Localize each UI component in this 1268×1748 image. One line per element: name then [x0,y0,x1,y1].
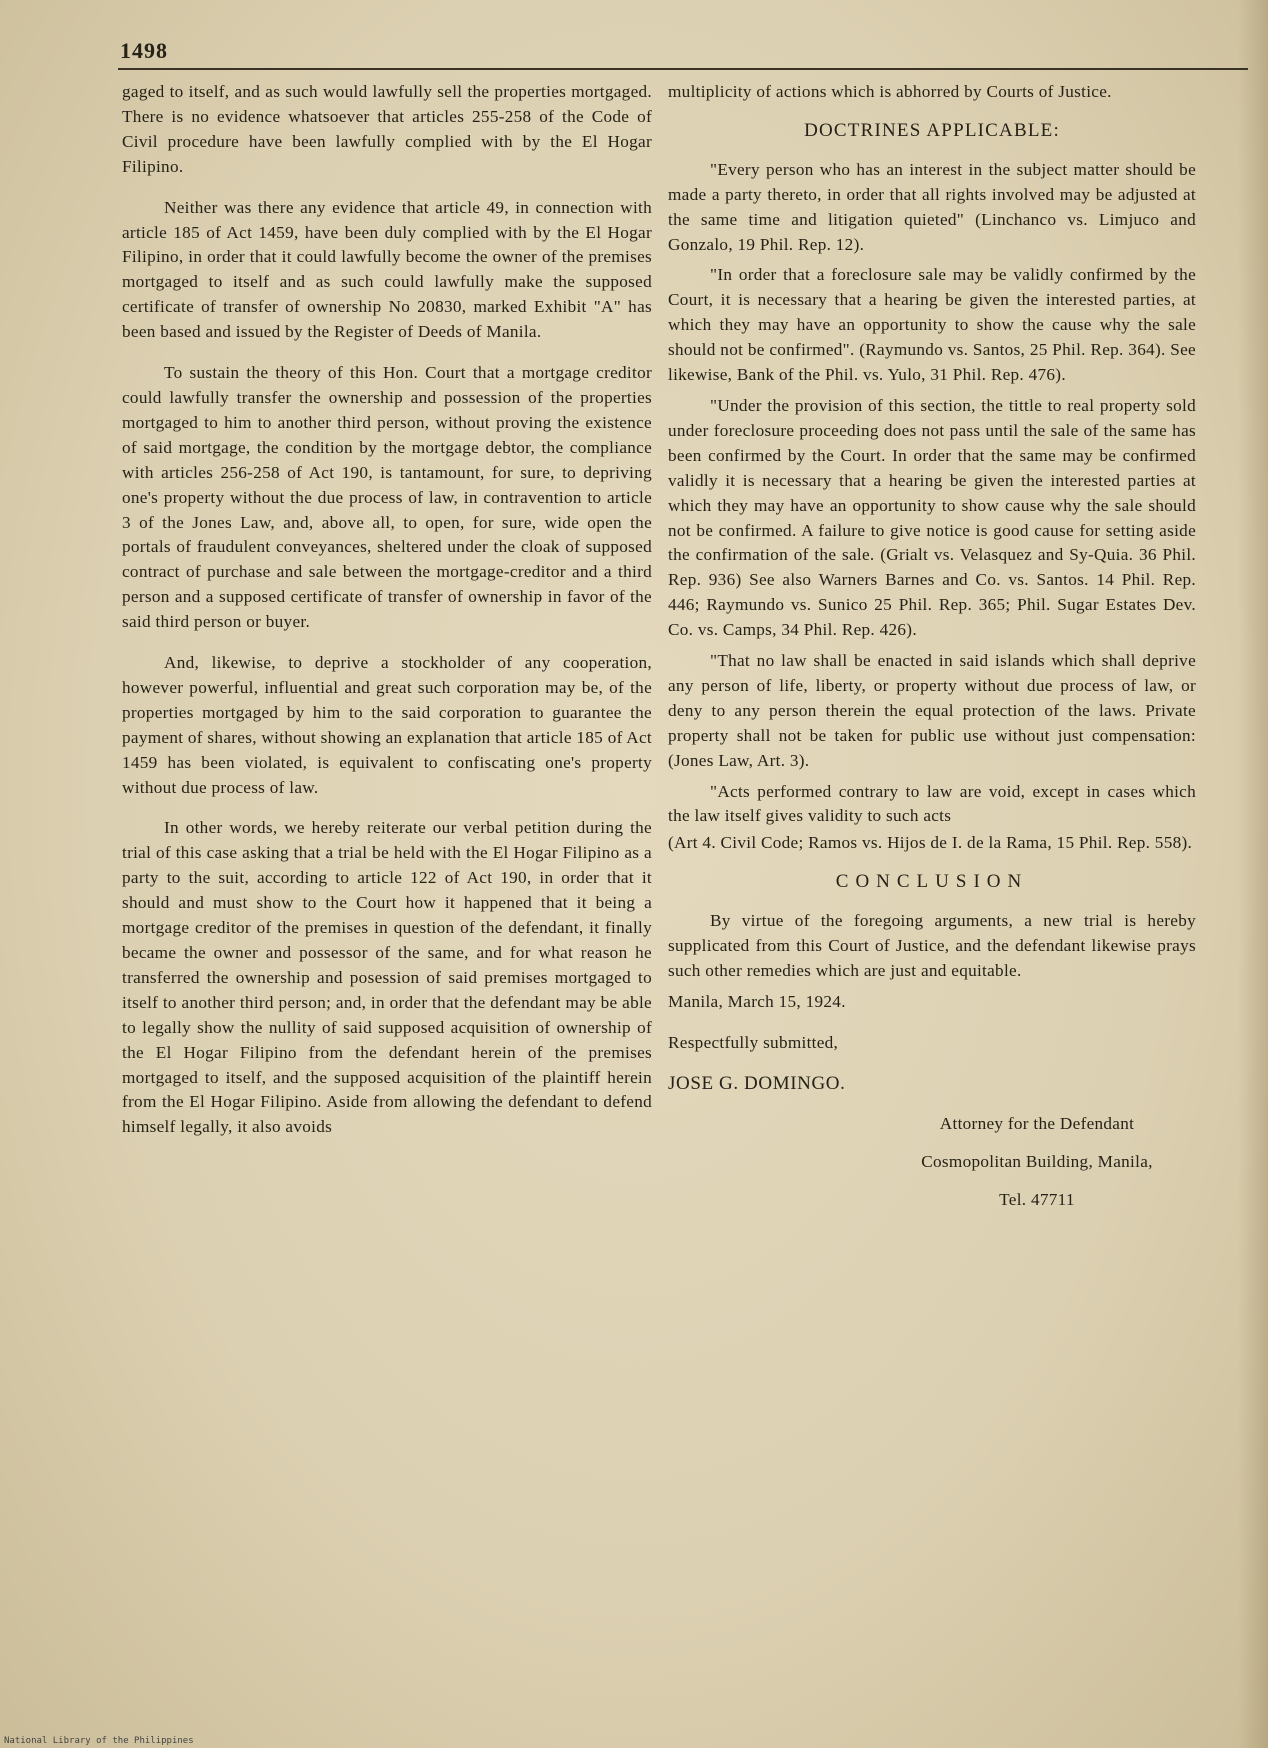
doctrine-quote-2: "In order that a foreclosure sale may be validly confirmed by the Court, it is necessary that a hearing be given the interested parties, at which they may have an opportunity to show the cause why the sale should not be confirmed". (Raymundo vs. Santos, 25 Phil. Rep. 364). See likewise, Bank of the Phil. vs. Yulo, 31 Phil. Rep. 476). [668,265,1196,385]
page-edge-shadow [1238,0,1268,1748]
signer-telephone: Tel. 47711 [999,1189,1075,1209]
header-rule [118,68,1248,70]
right-paragraph-1: multiplicity of actions which is abhorred by Courts of Justice. [668,82,1112,101]
signer-name: JOSE G. DOMINGO. [668,1072,846,1094]
signer-address: Cosmopolitan Building, Manila, [921,1151,1153,1171]
signature-block [668,990,1196,1211]
signer-title: Attorney for the Defendant [939,1113,1135,1133]
left-paragraph-5: In other words, we hereby reiterate our verbal petition during the trial of this case asking that a trial be held with the El Hogar Filipino as a party to the suit, according to article 122 of Act 190, in order that it should and must show to the Court how it happened that it being a mortgage creditor of the premises in question of the defendant, it finally became the owner and possessor of the same, and for what reason he transferred the ownership and posession of said premises mortgaged to itself to another third person; and, in order that the defendant may be able to legally show the nullity of said supposed acquisition of ownership of the El Hogar Filipino from the defendant herein of the premises mortgaged to itself, and the supposed acquisition of the plaintiff herein from the El Hogar Filipino. Aside from allowing the defendant to defend himself legally, it also avoids [122,818,652,1137]
doctrine-quote-4: "That no law shall be enacted in said islands which shall deprive any person of life, liberty, or property without due process of law, or deny to any person therein the equal protection of the laws. Private property shall not be taken for public use without just compensation: (Jones Law, Art. 3). [668,651,1196,770]
library-credit: National Library of the Philippines [4,1736,194,1746]
conclusion-text: By virtue of the foregoing arguments, a new trial is hereby supplicated from this Court of Justice, and the defendant likewise prays such other remedies which are just and equitable. [668,911,1196,980]
doctrine-quote-3: "Under the provision of this section, the tittle to real property sold under foreclosure proceeding does not pass until the sale of the same has been confirmed by the Court. In order that the same may be confirmed validly it is necessary that a hearing be given the interested parties at which they may have an opportunity to show cause why the sale should not be confirmed. A failure to give notice is good cause for setting aside the confirmation of the sale. (Grialt vs. Velasquez and Sy-Quia. 36 Phil. Rep. 936) See also Warners Barnes and Co. vs. Santos. 14 Phil. Rep. 446; Raymundo vs. Sunico 25 Phil. Rep. 365; Phil. Sugar Estates Dev. Co. vs. Camps, 34 Phil. Rep. 426). [668,395,1196,640]
left-paragraph-1: gaged to itself, and as such would lawfully sell the properties mortgaged. There is no evidence whatsoever that articles 255-258 of the Code of Civil procedure have been lawfully complied with by the El Hogar Filipino. [122,82,652,176]
doctrine-quote-5-citation: (Art 4. Civil Code; Ramos vs. Hijos de I. de la Rama, 15 Phil. Rep. 558). [668,833,1193,853]
signature-respectfully: Respectfully submitted, [668,1032,839,1052]
right-column [668,80,1196,1227]
conclusion-heading: CONCLUSION [835,871,1029,893]
doctrine-quote-5: "Acts performed contrary to law are void, except in cases which the law itself gives validity to such acts [668,781,1196,826]
page-number: 1498 [120,38,168,63]
left-paragraph-4: And, likewise, to deprive a stockholder of any cooperation, however powerful, influential and great such corporation may be, of the properties mortgaged by him to the said corporation to guarantee the payment of shares, without showing an explanation that article 185 of Act 1459 has been violated, is equivalent to confiscating one's property without due process of law. [122,653,652,797]
signature-date: Manila, March 15, 1924. [668,991,846,1011]
doctrines-heading: DOCTRINES APPLICABLE: [804,119,1060,141]
doctrine-quote-1: "Every person who has an interest in the subject matter should be made a party thereto, in order that all rights involved may be adjusted at the same time and litigation quieted" (Linchanco vs. Limjuco and Gonzalo, 19 Phil. Rep. 12). [668,159,1196,254]
left-paragraph-3: To sustain the theory of this Hon. Court that a mortgage creditor could lawfully transfer the ownership and possession of the properties mortgaged to him to another third person, without proving the existence of said mortgage, the condition by the mortgage debtor, the compliance with articles 256-258 of Act 190, is tantamount, for sure, to depriving one's property without the due process of law, in contravention to article 3 of the Jones Law, and, above all, to open, for sure, wide open the portals of fraudulent conveyances, sheltered under the cloak of supposed contract of purchase and sale between the mortgage-creditor and a third person and a supposed certificate of transfer of ownership in favor of the said third person or buyer. [122,363,652,632]
left-column [122,80,652,1156]
left-paragraph-2: Neither was there any evidence that article 49, in connection with article 185 of Act 1459, have been duly complied with by the El Hogar Filipino, in order that it could lawfully become the owner of the premises mortgaged to itself and as such could lawfully make the supposed certificate of transfer of ownership No 20830, marked Exhibit "A" has been based and issued by the Register of Deeds of Manila. [122,197,652,342]
